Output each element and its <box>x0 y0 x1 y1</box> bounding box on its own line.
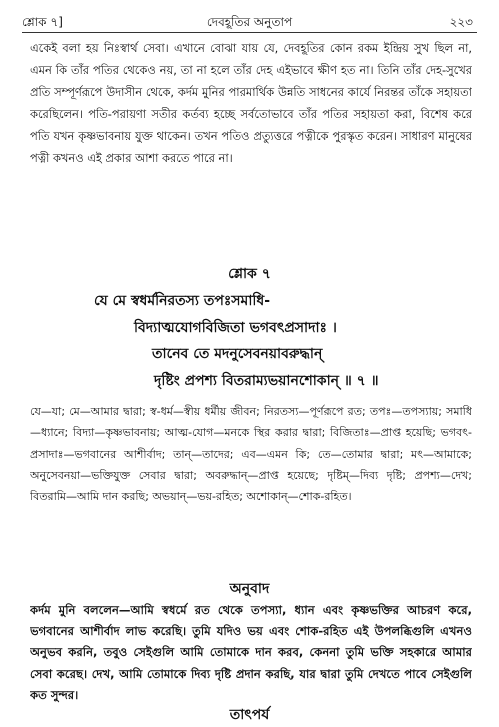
verse-line-3: তানেব তে মদনুসেবনয়াবরুদ্ধান্ <box>152 346 323 362</box>
header-verse-ref: শ্লোক ৭] <box>22 15 63 29</box>
verse-heading: শ্লোক ৭ <box>228 266 271 282</box>
header-chapter-title: দেবহূতির অনুতাপ <box>206 15 293 29</box>
translation-paragraph: কর্দম মুনি বললেন—আমি স্বধর্মে রত থেকে তপস্যা, ধ্যান এবং কৃষ্ণভক্তির আচরণ করে, ভগবানের আশীর্বাদ লাভ করেছি। তুমি যদিও ভয় এবং শোক-রহিত এই উপলব্ধিগুলি এখনও অনুভব করনি, তবুও সেইগুলি আমি তোমাকে দান করব, কেননা তুমি ভক্তি সহকারে আমার সেবা করেছ। দেখ, আমি তোমাকে দিব্য দৃষ্টি প্রদান করছি, যার দ্বারা তুমি দেখতে পাবে সেইগুলি কত সুন্দর। <box>30 603 472 702</box>
translation-heading: অনুবাদ <box>229 581 270 597</box>
running-header <box>22 10 477 33</box>
verse-line-2: বিদ্যাত্মযোগবিজিতা ভগবৎপ্রসাদাঃ । <box>134 320 337 336</box>
purport-heading: তাৎপর্য <box>229 707 270 723</box>
verse-line-1: যে মে স্বধর্মনিরতস্য তপঃসমাধি- <box>94 293 271 309</box>
verse-line-4: দৃষ্টিং প্রপশ্য বিতরাম্যভয়ানশোকান্ ॥ ৭ ॥ <box>154 373 379 389</box>
intro-paragraph: একেই বলা হয় নিঃস্বার্থ সেবা। এখানে বোঝা যায় যে, দেবহূতির কোন রকম ইন্দ্রিয় সুখ ছিল না, এমন কি তাঁর পতির থেকেও নয়, তা না হলে তাঁর দেহ এইভাবে ক্ষীণ হত না। তিনি তাঁর দেহ-সুখের প্রতি সম্পূর্ণরূপে উদাসীন থেকে, কর্দম মুনির পারমার্থিক উন্নতি সাধনের কার্যে নিরন্তর তাঁকে সহায়তা করেছিলেন। পতি-পরায়ণা সতীর কর্তব্য হচ্ছে সর্বতোভাবে তাঁর পতির সহায়তা করা, বিশেষ করে পতি যখন কৃষ্ণভাবনায় যুক্ত থাকেন। তখন পতিও প্রত্যুত্তরে পত্নীকে পুরস্কৃত করেন। সাধারণ মানুষের পত্নী কখনও এই প্রকার আশা করতে পারে না। <box>30 41 472 165</box>
page-number: ২২৩ <box>449 15 473 29</box>
synonyms-paragraph: যে—যা; মে—আমার দ্বারা; স্ব-ধর্ম—স্বীয় ধর্মীয় জীবন; নিরতস্য—পূর্ণরূপে রত; তপঃ—তপস্যায়; সমাধি—ধ্যানে; বিদ্যা—কৃষ্ণভাবনায়; আত্ম-যোগ—মনকে স্থির করার দ্বারা; বিজিতাঃ—প্রাপ্ত হয়েছি; ভগবৎ-প্রসাদাঃ—ভগবানের আশীর্বাদ; তান্—তাদের; এব—এমন কি; তে—তোমার দ্বারা; মৎ—আমাকে; অনুসেবনয়া—ভক্তিযুক্ত সেবার দ্বারা; অবরুদ্ধান্—প্রাপ্ত হয়েছে; দৃষ্টিম্—দিব্য দৃষ্টি; প্রপশ্য—দেখ; বিতরামি—আমি দান করছি; অভয়ান্—ভয়-রহিত; অশোকান্—শোক-রহিত। <box>30 405 472 504</box>
